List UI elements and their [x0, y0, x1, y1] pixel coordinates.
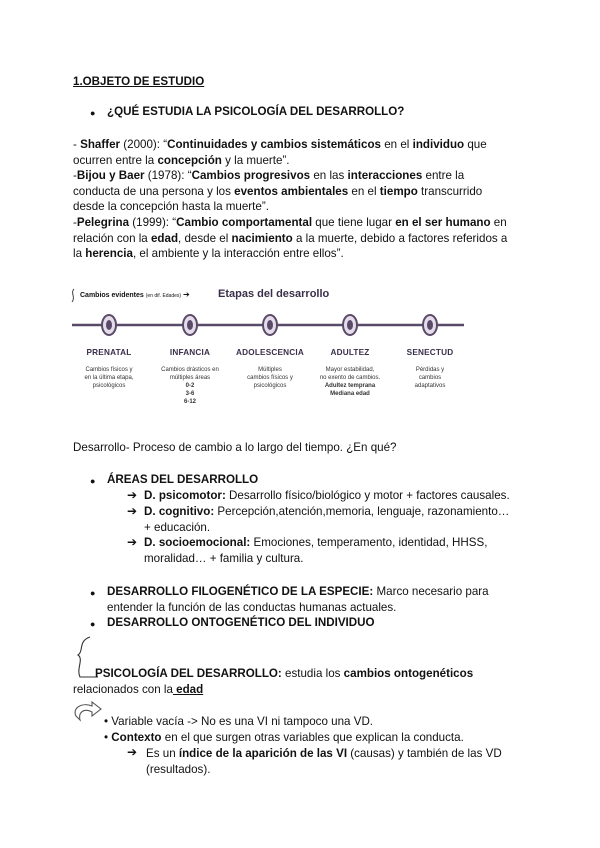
def-pelegrina: -Pelegrina (1999): “Cambio comportamental que tiene lugar en el ser humano en relación con la edad, desde el nacimiento a la muerte, debido a factores referidos a la herencia, el ambiente y la interacción entre ellos”. [73, 216, 508, 260]
stage-prenatal-name: PRENATAL [86, 348, 132, 357]
curved-arrow-icon [70, 700, 104, 724]
arrow-icon: ➔ [127, 488, 138, 502]
timeline-node [423, 315, 437, 335]
page-heading: 1.OBJETO DE ESTUDIO [73, 75, 205, 88]
areas-heading: ÁREAS DEL DESARROLLO [107, 473, 259, 486]
psico-desarrollo-line2: relacionados con la edad [73, 683, 204, 696]
stage-adolescencia-name: ADOLESCENCIA [236, 348, 304, 357]
variable-vacia: • Variable vacía -> No es una VI ni tampoco una VD. [104, 715, 374, 728]
bullet-dot: ● [90, 108, 96, 118]
question-heading: ¿QUÉ ESTUDIA LA PSICOLOGÍA DEL DESARROLLO? [107, 105, 405, 118]
contexto-line: • Contexto en el que surgen otras variables que explican la conducta. [104, 731, 464, 744]
timeline-title: Etapas del desarrollo [218, 288, 330, 300]
def-bijou: -Bijou y Baer (1978): “Cambios progresivos en las interacciones entre la conducta de una persona y los eventos ambientales en el tiempo transcurrido desde la concepción hasta la muerte”. [73, 169, 483, 213]
stage-adultez-name: ADULTEZ [330, 348, 370, 357]
arrow-icon: ➔ [127, 535, 138, 549]
arrow-icon: ➔ [127, 745, 138, 759]
stage-adolescencia-desc: Múltiples cambios físicos y psicológicos [247, 367, 293, 389]
area-psicomotor: D. psicomotor: Desarrollo físico/biológico y motor + factores causales. [144, 489, 510, 502]
area-socioemocional: D. socioemocional: Emociones, temperamento, identidad, HHSS, moralidad… + familia y cultura. [144, 536, 488, 565]
arrow-icon: ➔ [127, 504, 138, 518]
def-shaffer: - Shaffer (2000): “Continuidades y cambios sistemáticos en el individuo que ocurren entre la concepción y la muerte”. [73, 138, 487, 167]
timeline-figure [66, 283, 476, 418]
psico-desarrollo: PSICOLOGÍA DEL DESARROLLO: estudia los cambios ontogenéticos [95, 667, 474, 680]
bullet-dot: ● [90, 476, 96, 486]
bullet-dot: ● [90, 588, 96, 598]
indice-line2: (resultados). [146, 763, 211, 776]
timeline-node [343, 315, 357, 335]
stage-senectud-desc: Pérdidas y cambios adaptativos [414, 367, 446, 389]
indice-line: Es un índice de la aparición de las VI (causas) y también de las VD [146, 747, 502, 760]
timeline-node [263, 315, 277, 335]
area-cognitivo: D. cognitivo: Percepción,atención,memoria, lenguaje, razonamiento… + educación. [144, 505, 510, 534]
ontogenetico-heading: DESARROLLO ONTOGENÉTICO DEL INDIVIDUO [107, 616, 375, 629]
timeline-node [102, 315, 116, 335]
stage-senectud-name: SENECTUD [406, 348, 454, 357]
stage-infancia-name: INFANCIA [169, 348, 211, 357]
stage-infancia-desc: Cambios drásticos en múltiples áreas 0-2 3-6 6-12 [161, 367, 219, 405]
filogenetico: DESARROLLO FILOGENÉTICO DE LA ESPECIE: Marco necesario para entender la función de las conductas humanas actuales. [107, 585, 489, 614]
bullet-dot: ● [90, 619, 96, 629]
timeline-node [183, 315, 197, 335]
desarrollo-definition: Desarrollo- Proceso de cambio a lo largo del tiempo. ¿En qué? [73, 441, 397, 454]
timeline-caption: Cambios evidentes (en dif. Edades) ➔ [80, 290, 190, 299]
stage-adultez-desc: Mayor estabilidad, no exento de cambios. Adultez temprana Mediana edad [319, 367, 381, 397]
stage-prenatal-desc: Cambios físicos y en la última etapa, psicológicos [84, 367, 134, 389]
